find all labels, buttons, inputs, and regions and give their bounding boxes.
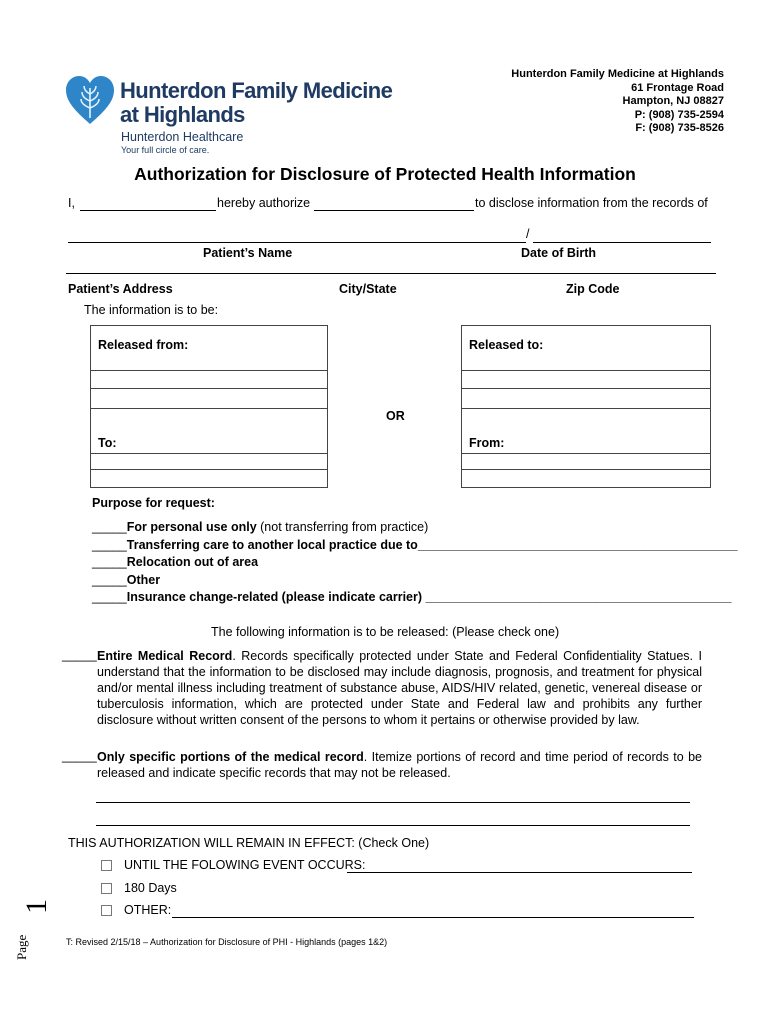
patient-address-field[interactable] — [66, 273, 716, 274]
address-line: Hampton, NJ 08827 — [622, 95, 724, 107]
effect-option-other[interactable] — [101, 903, 112, 917]
effect-event-field[interactable] — [347, 872, 692, 873]
specific-record-label: Only specific portions of the medical record — [97, 750, 364, 764]
box-line — [91, 469, 327, 470]
dob-label: Date of Birth — [521, 246, 596, 260]
logo-name-line1: Hunterdon Family Medicine — [120, 78, 393, 103]
intro-disclose: to disclose information from the records of — [475, 196, 708, 210]
entire-record-text: . Records specifically protected under State and Federal Confidentiality Statues. I understand that the information to be disclosed may include diagnosis, prognosis, and treatment for physical and/or mental illness including treatment of substance abuse, AIDS/HIV related, genetic, venereal disease or tuberculosis information, which are protected under State and Federal law and prohibits any further disclosure without written consent of the persons to whom it pertains or otherwise provided by law. — [97, 649, 702, 727]
logo-subtitle: Hunterdon Healthcare — [121, 130, 244, 144]
zip-code-label: Zip Code — [566, 282, 620, 296]
address-line: P: (908) 735-2594 — [634, 108, 724, 121]
logo-heart-icon — [64, 74, 116, 126]
logo-name-line2: at Highlands — [120, 102, 245, 127]
released-to-label: Released to: — [469, 338, 544, 352]
from-label: From: — [469, 436, 505, 450]
intro-hereby: hereby authorize — [217, 196, 311, 210]
released-info-heading: The following information is to be released: (Please check one) — [211, 625, 560, 639]
purpose-option-insurance[interactable] — [92, 589, 738, 607]
purpose-option-relocation[interactable] — [92, 554, 738, 572]
purpose-list — [92, 519, 738, 607]
effect-option-event[interactable] — [101, 858, 112, 872]
info-to-be-label: The information is to be: — [84, 303, 219, 317]
purpose-text: Relocation out of area — [126, 555, 259, 569]
purpose-note: (not transferring from practice) — [256, 520, 429, 534]
released-from-label: Released from: — [98, 338, 189, 352]
from-box[interactable] — [461, 407, 711, 488]
purpose-option-other[interactable] — [92, 572, 738, 590]
checkbox[interactable] — [101, 883, 112, 894]
effect-option-180-label: 180 Days — [124, 881, 177, 895]
entire-record-blank[interactable]: _____ — [62, 648, 97, 662]
address-line: 61 Frontage Road — [631, 81, 724, 94]
purpose-label: Purpose for request: — [92, 496, 215, 510]
or-label: OR — [386, 409, 405, 423]
released-from-box[interactable] — [90, 325, 328, 409]
box-line — [91, 453, 327, 454]
itemize-line[interactable] — [96, 802, 690, 803]
effect-option-event-label: UNTIL THE FOLOWING EVENT OCCURS: — [124, 858, 366, 872]
box-line — [462, 388, 710, 389]
revision-footer: T: Revised 2/15/18 – Authorization for Disclosure of PHI - Highlands (pages 1&2) — [66, 937, 388, 947]
box-line — [462, 370, 710, 371]
purpose-option-personal[interactable] — [92, 519, 738, 537]
purpose-fill-line[interactable]: ______________________________________________ — [417, 537, 738, 552]
effect-option-other-label: OTHER: — [124, 903, 172, 917]
address-line: F: (908) 735-8526 — [635, 122, 724, 134]
purpose-text: Other — [126, 572, 161, 587]
city-state-label: City/State — [339, 282, 397, 296]
entire-record-paragraph — [97, 648, 702, 728]
box-line — [91, 370, 327, 371]
box-line — [91, 388, 327, 389]
address-label: Patient’s Address — [68, 282, 173, 296]
authorized-party-field[interactable] — [314, 210, 474, 211]
purpose-text: Insurance change-related (please indicate carrier) — [126, 590, 423, 604]
checkbox[interactable] — [101, 860, 112, 871]
patient-name-label: Patient’s Name — [203, 246, 293, 260]
specific-record-paragraph — [97, 749, 702, 781]
form-title: Authorization for Disclosure of Protected Health Information — [134, 164, 636, 184]
dob-slash: / — [526, 227, 530, 241]
box-line — [462, 469, 710, 470]
entire-record-label: Entire Medical Record — [97, 649, 233, 663]
logo-tagline: Your full circle of care. — [121, 145, 210, 155]
purpose-text: For personal use only — [126, 520, 257, 534]
effect-heading: THIS AUTHORIZATION WILL REMAIN IN EFFECT: (Check One) — [68, 836, 430, 850]
itemize-line[interactable] — [96, 825, 690, 826]
purpose-text: Transferring care to another local practice due to — [126, 537, 418, 552]
check-blank[interactable]: _____ — [92, 555, 127, 569]
specific-record-blank[interactable]: _____ — [62, 749, 97, 763]
checkbox[interactable] — [101, 905, 112, 916]
page-number: 1 — [20, 899, 53, 914]
effect-option-180[interactable] — [101, 881, 112, 895]
purpose-option-transfer[interactable] — [92, 537, 738, 555]
specific-record-text: . Itemize portions of record and time period of records to be released and indicate specific records that may not be released. — [97, 750, 702, 780]
box-line — [462, 453, 710, 454]
patient-name-field[interactable] — [68, 242, 526, 243]
requester-name-field[interactable] — [80, 210, 216, 211]
released-to-box[interactable] — [461, 325, 711, 409]
address-line: Hunterdon Family Medicine at Highlands — [511, 68, 724, 80]
to-box[interactable] — [90, 407, 328, 488]
page-word: Page — [14, 934, 29, 960]
check-blank[interactable]: _____ — [92, 520, 127, 534]
check-blank[interactable]: _____ — [92, 590, 127, 604]
purpose-fill-line[interactable]: ____________________________________________ — [425, 590, 732, 604]
to-label: To: — [98, 436, 117, 450]
check-blank[interactable]: _____ — [92, 537, 127, 552]
check-blank[interactable]: _____ — [92, 572, 127, 587]
dob-field[interactable] — [533, 242, 711, 243]
practice-address — [511, 68, 724, 136]
intro-i: I, — [68, 196, 75, 210]
effect-other-field[interactable] — [172, 917, 694, 918]
